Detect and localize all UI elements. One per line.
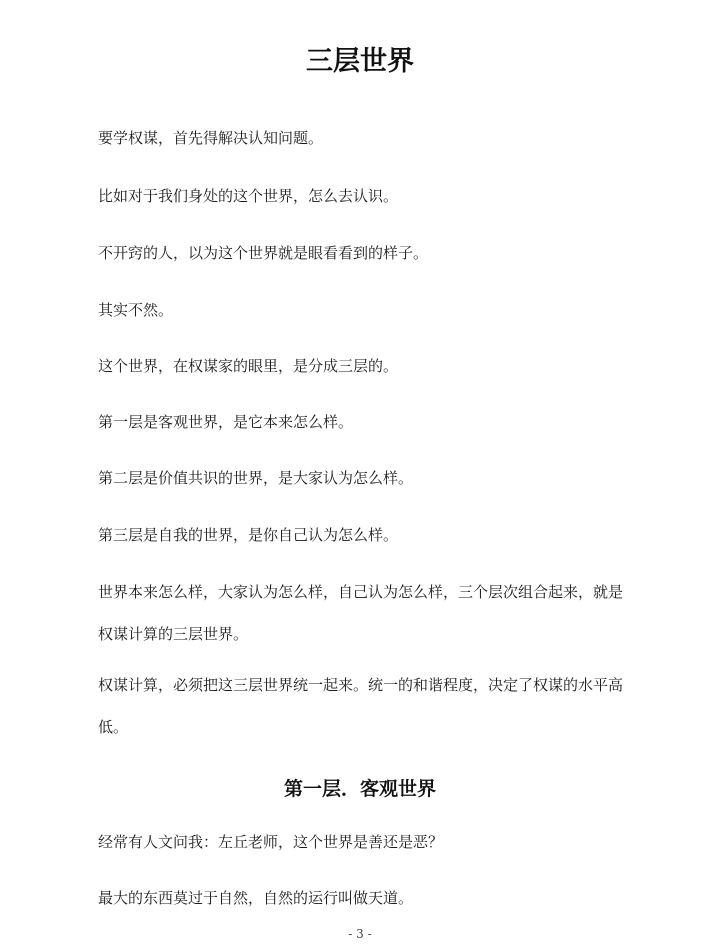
paragraph-4: 其实不然。 <box>98 301 174 319</box>
page-number: - 3 - <box>348 927 372 941</box>
paragraph-5: 这个世界，在权谋家的眼里，是分成三层的。 <box>98 357 399 375</box>
paragraph-9: 世界本来怎么样，大家认为怎么样，自己认为怎么样，三个层次组合起来，就是权谋计算的三层世界。 <box>98 583 624 643</box>
paragraph-1: 要学权谋，首先得解决认知问题。 <box>98 129 324 147</box>
section-paragraph-2: 最大的东西莫过于自然，自然的运行叫做天道。 <box>98 889 414 907</box>
paragraph-10: 权谋计算，必须把这三层世界统一起来。统一的和谐程度，决定了权谋的水平高低。 <box>98 676 624 736</box>
paragraph-2: 比如对于我们身处的这个世界，怎么去认识。 <box>98 187 399 205</box>
section-heading: 第一层．客观世界 <box>283 778 436 800</box>
paragraph-8: 第三层是自我的世界，是你自己认为怎么样。 <box>98 526 399 544</box>
paragraph-7: 第二层是价值共识的世界，是大家认为怎么样。 <box>98 469 414 487</box>
section-paragraph-1: 经常有人文问我：左丘老师，这个世界是善还是恶？ <box>98 833 444 851</box>
paragraph-3: 不开窍的人，以为这个世界就是眼看看到的样子。 <box>98 244 429 262</box>
paragraph-6: 第一层是客观世界，是它本来怎么样。 <box>98 413 354 431</box>
page-title: 三层世界 <box>306 46 414 77</box>
